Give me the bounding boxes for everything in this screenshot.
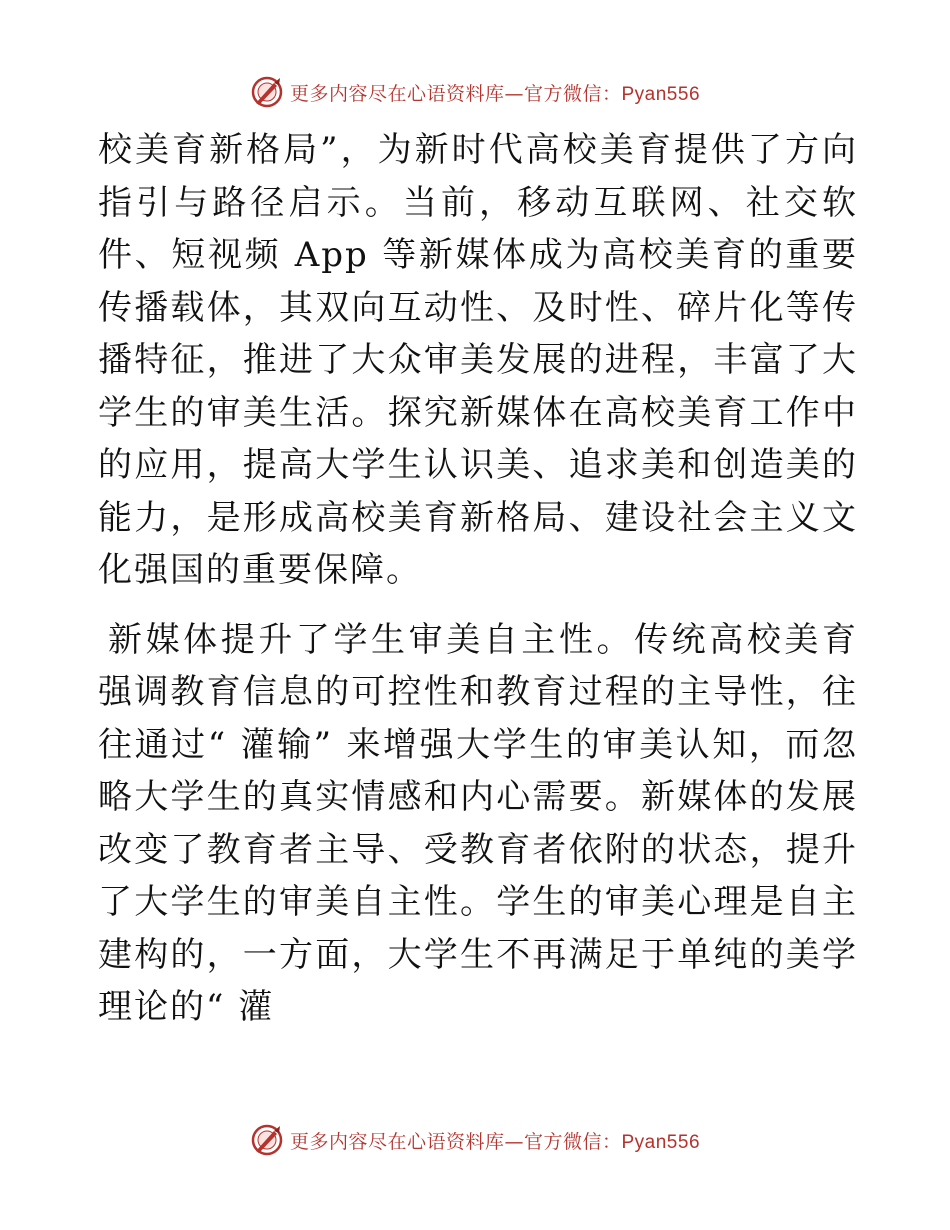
footer-wechat-label: 官方微信： <box>523 1130 622 1153</box>
header-banner <box>0 72 950 112</box>
header-wechat-label: 官方微信： <box>523 82 622 105</box>
header-separator: — <box>504 82 524 105</box>
footer-separator: — <box>504 1130 524 1153</box>
footer-banner-text <box>290 1127 700 1154</box>
header-banner-text <box>290 79 700 106</box>
feather-pen-logo-icon <box>250 75 284 109</box>
header-site-text: 更多内容尽在心语资料库 <box>289 82 505 105</box>
footer-wechat-account: Pyan556 <box>621 1131 701 1153</box>
footer-site-text: 更多内容尽在心语资料库 <box>289 1130 505 1153</box>
feather-pen-logo-icon <box>250 1123 284 1157</box>
paragraph-2: 新媒体提升了学生审美自主性。传统高校美育强调教育信息的可控性和教育过程的主导性，往往通过“ 灌输” 来增强大学生的审美认知，而忽略大学生的真实情感和内心需要。新媒体的发展改变了教育者主导、受教育者依附的状态，提升了大学生的审美自主性。学生的审美心理是自主建构的，一方面，大学生不再满足于单纯的美学理论的“ 灌 <box>98 619 858 1027</box>
paragraph-1: 校美育新格局”，为新时代高校美育提供了方向指引与路径启示。当前，移动互联网、社交软件、短视频 App 等新媒体成为高校美育的重要传播载体，其双向互动性、及时性、碎片化等传播特征，推进了大众审美发展的进程，丰富了大学生的审美生活。探究新媒体在高校美育工作中的应用，提高大学生认识美、追求美和创造美的能力，是形成高校美育新格局、建设社会主义文化强国的重要保障。 <box>98 130 858 590</box>
document-body <box>98 124 858 1034</box>
footer-banner <box>0 1120 950 1160</box>
header-wechat-account: Pyan556 <box>621 83 701 105</box>
